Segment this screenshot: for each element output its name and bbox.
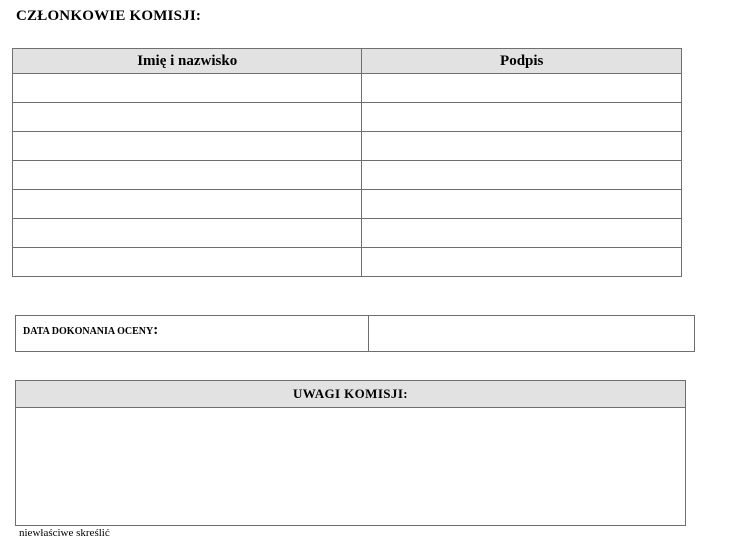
- name-cell[interactable]: [13, 74, 362, 103]
- assessment-date-field[interactable]: [369, 316, 695, 352]
- name-cell[interactable]: [13, 190, 362, 219]
- remarks-body-row: [16, 408, 686, 526]
- remarks-field[interactable]: [16, 408, 686, 526]
- signature-cell[interactable]: [362, 190, 682, 219]
- table-row: [13, 74, 682, 103]
- members-table-header-row: [13, 49, 682, 74]
- name-cell[interactable]: [13, 132, 362, 161]
- members-table: [12, 48, 682, 277]
- assessment-date-label-colon: :: [153, 322, 159, 338]
- table-row: [13, 103, 682, 132]
- signature-cell[interactable]: [362, 161, 682, 190]
- page-title: CZŁONKOWIE KOMISJI:: [16, 8, 202, 24]
- column-header-name: Imię i nazwisko: [13, 49, 362, 74]
- name-cell[interactable]: [13, 248, 362, 277]
- table-row: [13, 190, 682, 219]
- signature-cell[interactable]: [362, 103, 682, 132]
- table-row: [13, 248, 682, 277]
- remarks-header: UWAGI KOMISJI:: [16, 381, 686, 408]
- signature-cell[interactable]: [362, 219, 682, 248]
- remarks-table: [15, 380, 686, 526]
- assessment-date-table: [15, 315, 695, 352]
- assessment-date-label-text: DATA DOKONANIA OCENY: [23, 326, 154, 337]
- assessment-date-label: [16, 316, 369, 352]
- assessment-date-row: [16, 316, 695, 352]
- table-row: [13, 219, 682, 248]
- column-header-signature: Podpis: [362, 49, 682, 74]
- table-row: [13, 132, 682, 161]
- name-cell[interactable]: [13, 161, 362, 190]
- name-cell[interactable]: [13, 219, 362, 248]
- remarks-header-row: [16, 381, 686, 408]
- signature-cell[interactable]: [362, 248, 682, 277]
- table-row: [13, 161, 682, 190]
- signature-cell[interactable]: [362, 74, 682, 103]
- name-cell[interactable]: [13, 103, 362, 132]
- signature-cell[interactable]: [362, 132, 682, 161]
- footnote: niewłaściwe skreślić: [19, 527, 110, 539]
